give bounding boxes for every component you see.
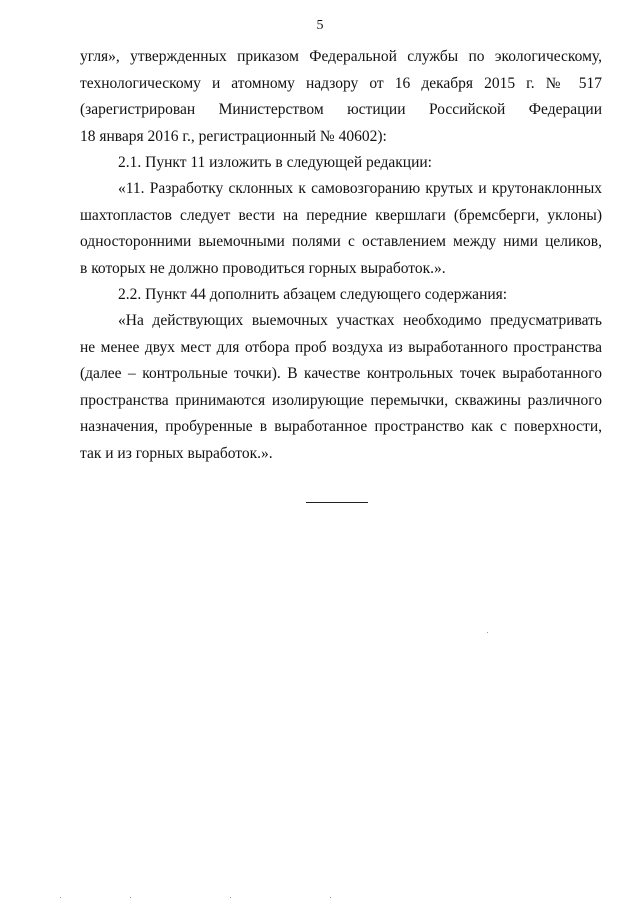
item-2-2-text: 2.2. Пункт 44 дополнить абзацем следующего содержания: (118, 286, 508, 303)
page-number: 5 (316, 18, 324, 33)
item-2-2 (80, 282, 602, 309)
quote-line: не менее двух мест для отбора проб воздуха из выработанного пространства (80, 338, 602, 356)
quote-line: назначения, пробуренные в выработанное пространство как с поверхности, (80, 418, 602, 435)
paragraph-line: угля», утвержденных приказом Федеральной службы по экологическому, (80, 48, 602, 65)
quote-line: (далее – контрольные точки). В качестве контрольных точек выработанного (80, 365, 602, 382)
quote-line: так и из горных выработок.». (80, 444, 273, 462)
scan-speck (230, 897, 231, 898)
quote-line: шахтопластов следует вести на передние квершлаги (бремсберги, уклоны) (80, 206, 602, 224)
quote-line: пространства принимаются изолирующие перемычки, скважины различного (80, 391, 602, 409)
item-2-1 (80, 150, 602, 177)
scan-speck (60, 897, 61, 898)
quote-point-44 (80, 308, 602, 467)
quote-point-11 (80, 176, 602, 282)
quote-line: «На действующих выемочных участках необходимо предусматривать (118, 312, 602, 329)
scan-speck (487, 632, 488, 633)
paragraph-line: технологическому и атомному надзору от 16 декабря 2015 г. № 517 (80, 74, 602, 92)
paragraph-line: (зарегистрирован Министерством юстиции Российской Федерации (80, 101, 602, 118)
end-separator-line (306, 502, 368, 503)
scan-speck (130, 897, 131, 898)
scan-speck (330, 897, 331, 898)
quote-line: односторонними выемочными полями с оставлением между ними целиков, (80, 233, 602, 250)
quote-line: «11. Разработку склонных к самовозгоранию крутых и крутонаклонных (118, 180, 602, 197)
quote-line: в которых не должно проводиться горных выработок.». (80, 259, 446, 277)
intro-paragraph (80, 44, 602, 150)
item-2-1-text: 2.1. Пункт 11 изложить в следующей редакции: (118, 154, 432, 171)
paragraph-line: 18 января 2016 г., регистрационный № 40602): (80, 127, 387, 145)
